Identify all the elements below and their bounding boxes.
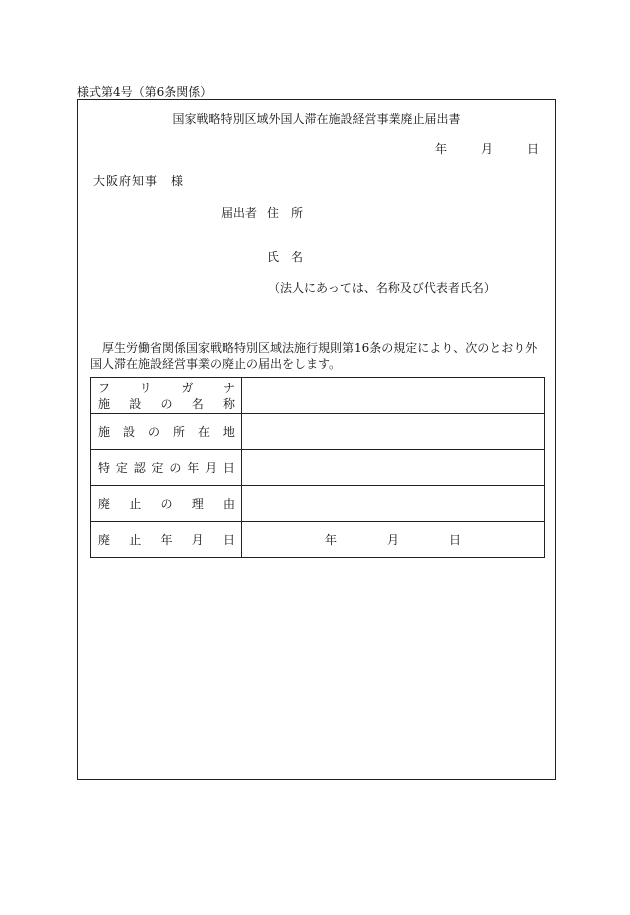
date-month-label: 月 [480, 142, 493, 156]
declaration-text: 厚生労働省関係国家戦略特別区域法施行規則第16条の規定により、次のとおり外国人滞在施設経営事業の廃止の届出をします。 [90, 341, 538, 371]
date-day-label: 日 [526, 142, 539, 156]
abolition-date-label-cell [91, 522, 242, 558]
form-title: 国家戦略特別区域外国人滞在施設経営事業廃止届出書 [172, 112, 461, 126]
certification-date-label: 特 定 認 定 の 年 月 日 [98, 461, 235, 475]
table-row [91, 378, 545, 414]
facility-name-label-cell [91, 378, 242, 414]
abolition-reason-field[interactable] [242, 486, 545, 522]
form-frame [77, 99, 556, 780]
submission-date [435, 140, 539, 157]
certification-date-label-cell [91, 450, 242, 486]
facility-location-field[interactable] [242, 414, 545, 450]
table-row [91, 522, 545, 558]
certification-date-field[interactable] [242, 450, 545, 486]
table-row [91, 486, 545, 522]
facility-location-label-cell [91, 414, 242, 450]
abolition-date-value [242, 531, 544, 548]
applicant-name-label: 氏 名 [267, 250, 304, 264]
abolition-date-label: 廃 止 年 月 日 [98, 533, 235, 547]
facility-info-table [90, 377, 545, 558]
table-row [91, 414, 545, 450]
abolition-reason-label-cell [91, 486, 242, 522]
table-row [91, 450, 545, 486]
facility-location-label: 施 設 の 所 在 地 [98, 425, 235, 439]
applicant-address-row [221, 204, 303, 221]
furigana-label: フ リ ガ ナ [98, 380, 235, 395]
form-number-label: 様式第4号（第6条関係） [77, 85, 213, 99]
applicant-label: 届出者 [221, 206, 258, 220]
abolition-date-field[interactable] [242, 522, 545, 558]
facility-name-field[interactable] [242, 378, 545, 414]
abolition-month-label: 月 [386, 533, 399, 547]
abolition-reason-label: 廃 止 の 理 由 [98, 497, 235, 511]
date-year-label: 年 [434, 142, 447, 156]
abolition-year-label: 年 [324, 533, 337, 547]
addressee: 大阪府知事 様 [93, 174, 185, 188]
address-label: 住 所 [267, 206, 304, 220]
abolition-day-label: 日 [449, 533, 462, 547]
facility-name-label: 施 設 の 名 称 [98, 396, 235, 411]
corporation-note: （法人にあっては、名称及び代表者氏名） [268, 281, 496, 295]
